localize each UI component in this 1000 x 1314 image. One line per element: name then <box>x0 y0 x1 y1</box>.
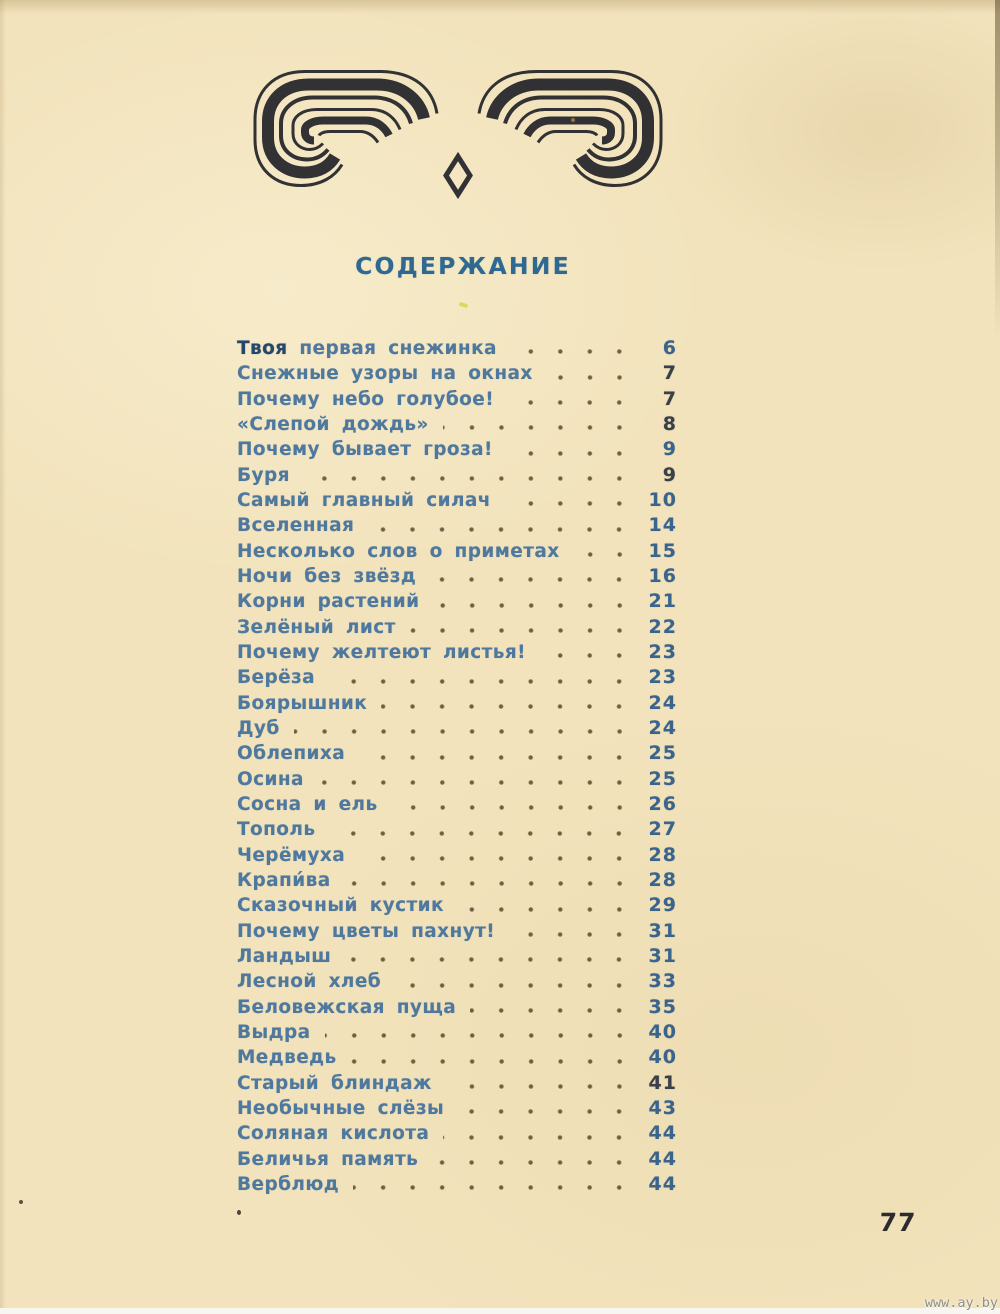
toc-entry <box>237 1045 677 1070</box>
toc-entry-title: Ночи без звёзд <box>237 565 417 587</box>
toc-entry-title: Самый главный силач <box>237 489 491 511</box>
dot-leader <box>329 678 634 685</box>
scroll-right <box>479 72 661 186</box>
toc-entry-title: Осина <box>237 768 304 790</box>
dot-leader <box>574 551 634 558</box>
watermark: www.ay.by <box>924 1295 998 1311</box>
toc-entry-title: Несколько слов о приметах <box>237 540 560 562</box>
dot-leader <box>304 475 634 482</box>
toc-entry <box>237 615 677 640</box>
toc-entry-title: Дуб <box>237 717 280 739</box>
dot-leader <box>359 855 634 862</box>
toc-entry-page: 29 <box>648 894 677 917</box>
toc-entry <box>237 792 677 817</box>
toc-entry-title: Необычные слёзы <box>237 1097 445 1119</box>
toc-entry-page: 43 <box>648 1096 677 1119</box>
toc-entry-title: Облепиха <box>237 743 346 765</box>
toc-entry-page: 40 <box>648 1020 677 1043</box>
toc-entry-page: 28 <box>648 843 677 866</box>
toc-entry-title: Почему бывает гроза! <box>237 439 493 461</box>
toc-entry-page: 44 <box>648 1122 677 1145</box>
dot-leader <box>443 1134 634 1141</box>
toc-entry <box>237 640 677 665</box>
dot-leader <box>547 374 634 381</box>
scan-edge-left <box>0 0 6 1314</box>
toc-entry-page: 22 <box>648 615 677 638</box>
toc-entry <box>237 336 677 361</box>
toc-entry-title: Медведь <box>237 1047 337 1069</box>
toc-entry-page: 28 <box>648 868 677 891</box>
dot-leader <box>368 526 634 533</box>
toc-entry <box>237 1172 677 1197</box>
dot-leader <box>430 576 634 583</box>
toc-entry <box>237 868 677 893</box>
toc-entry-page: 7 <box>662 387 677 410</box>
dot-leader <box>509 931 634 938</box>
toc-entry-page: 8 <box>662 412 677 435</box>
toc-entry-title: Корни растений <box>237 591 420 613</box>
toc-entry-page: 31 <box>648 944 677 967</box>
toc-entry <box>237 564 677 589</box>
toc-entry-title: Тополь <box>237 819 316 841</box>
dot-leader <box>470 1007 634 1014</box>
toc-entry <box>237 691 677 716</box>
toc-entry-page: 10 <box>648 488 677 511</box>
dot-leader <box>540 652 634 659</box>
toc-heading: СОДЕРЖАНИЕ <box>355 252 571 280</box>
toc-entry <box>237 741 677 766</box>
ink-speck <box>19 1200 23 1204</box>
toc-entry-page: 25 <box>648 742 677 765</box>
toc-entry-page: 40 <box>648 1046 677 1069</box>
paper-stain <box>459 302 469 309</box>
toc-entry <box>237 716 677 741</box>
toc-entry-title: Беличья память <box>237 1148 419 1170</box>
toc-entry-page: 24 <box>648 691 677 714</box>
toc-entry-page: 6 <box>662 337 677 359</box>
toc-entry <box>237 387 677 412</box>
dot-leader <box>432 1159 634 1166</box>
toc-entry <box>237 1096 677 1121</box>
dot-leader <box>410 627 634 634</box>
dot-leader <box>359 754 634 761</box>
toc-entry-title: Почему желтеют листья! <box>237 641 527 663</box>
dot-leader <box>505 500 634 507</box>
toc-entry <box>237 843 677 868</box>
toc-entry-page: 15 <box>648 539 677 562</box>
toc-entry-page: 21 <box>648 590 677 613</box>
dot-leader <box>381 703 634 710</box>
dot-leader <box>508 399 634 406</box>
toc-entry <box>237 665 677 690</box>
dot-leader <box>446 1083 634 1090</box>
toc-entry <box>237 919 677 944</box>
dot-leader <box>351 1058 634 1065</box>
scroll-ornament <box>253 62 663 200</box>
toc-entry-title: Крапи́ва <box>237 869 331 891</box>
dot-leader <box>395 982 634 989</box>
dot-leader <box>434 602 634 609</box>
toc-entry-title: Соляная кислота <box>237 1123 430 1145</box>
toc-entry-title: Верблюд <box>237 1173 340 1195</box>
dot-leader <box>329 830 634 837</box>
toc-entry-page: 7 <box>662 362 677 385</box>
toc-entry <box>237 969 677 994</box>
toc-entry-page: 44 <box>648 1172 677 1195</box>
diamond-icon <box>446 157 470 195</box>
toc-entry-page: 44 <box>648 1147 677 1170</box>
toc-entry-page: 23 <box>648 666 677 689</box>
toc-entry <box>237 513 677 538</box>
page-number: 77 <box>878 1208 918 1237</box>
toc-entry-title: Сосна и ель <box>237 793 378 815</box>
dot-leader <box>345 956 634 963</box>
dot-leader <box>507 450 634 457</box>
toc-entry-page: 25 <box>648 767 677 790</box>
dot-leader <box>353 1184 634 1191</box>
scan-edge-right <box>995 0 1000 340</box>
toc-entry-page: 24 <box>648 716 677 739</box>
toc-entry <box>237 463 677 488</box>
toc-entry-title: Снежные узоры на окнах <box>237 363 533 385</box>
toc-entry-title: Берёза <box>237 667 316 689</box>
toc-entry-title: Ландыш <box>237 945 332 967</box>
toc-entry-page: 27 <box>648 818 677 841</box>
toc-entry-title: Твоя первая снежинка <box>237 338 497 359</box>
toc-entry <box>237 589 677 614</box>
toc-entry <box>237 1121 677 1146</box>
dot-leader <box>318 779 634 786</box>
toc-entry <box>237 767 677 792</box>
dot-leader <box>458 906 634 913</box>
toc-entry-page: 33 <box>648 970 677 993</box>
toc-entry-page: 26 <box>648 792 677 815</box>
toc-entry <box>237 412 677 437</box>
dot-leader <box>392 804 634 811</box>
dot-leader <box>345 880 634 887</box>
toc-entry <box>237 995 677 1020</box>
toc-entry-title: «Слепой дождь» <box>237 413 429 435</box>
toc-entry-title: Боярышник <box>237 692 368 714</box>
toc-entry-page: 41 <box>648 1071 677 1094</box>
toc-entry-page: 16 <box>648 564 677 587</box>
toc-entry-page: 9 <box>662 438 677 461</box>
toc-list <box>237 336 677 1197</box>
toc-entry <box>237 893 677 918</box>
toc-entry-page: 14 <box>648 514 677 537</box>
toc-entry-title: Старый блиндаж <box>237 1072 432 1094</box>
toc-entry-title: Черёмуха <box>237 844 346 866</box>
toc-entry-title: Выдра <box>237 1021 311 1043</box>
scan-edge-bottom <box>0 1308 1000 1314</box>
toc-entry <box>237 1020 677 1045</box>
ink-speck <box>237 1210 241 1215</box>
toc-entry-title: Беловежская пуща <box>237 996 457 1018</box>
scroll-left <box>255 72 437 186</box>
toc-entry <box>237 488 677 513</box>
toc-entry <box>237 944 677 969</box>
toc-entry-page: 9 <box>662 463 677 486</box>
dot-leader <box>294 728 634 735</box>
toc-entry <box>237 1147 677 1172</box>
scan-edge-top <box>0 0 1000 14</box>
dot-leader <box>443 424 634 431</box>
toc-entry <box>237 1071 677 1096</box>
dot-leader <box>458 1108 634 1115</box>
toc-entry-title: Зелёный лист <box>237 616 396 638</box>
toc-entry-title: Буря <box>237 464 290 486</box>
toc-entry-page: 31 <box>648 919 677 942</box>
toc-entry <box>237 539 677 564</box>
toc-entry-title: Лесной хлеб <box>237 971 382 993</box>
toc-entry-title: Вселенная <box>237 515 355 537</box>
toc-entry-page: 23 <box>648 640 677 663</box>
toc-entry <box>237 817 677 842</box>
dot-leader <box>511 348 634 355</box>
toc-entry-title: Сказочный кустик <box>237 895 444 917</box>
toc-entry <box>237 437 677 462</box>
toc-entry <box>237 361 677 386</box>
toc-entry-title: Почему небо голубое! <box>237 388 495 410</box>
toc-entry-page: 35 <box>648 995 677 1018</box>
toc-entry-title: Почему цветы пахнут! <box>237 920 496 942</box>
toc-entry-title-dark-word: Твоя <box>237 338 288 359</box>
dot-leader <box>325 1032 635 1039</box>
